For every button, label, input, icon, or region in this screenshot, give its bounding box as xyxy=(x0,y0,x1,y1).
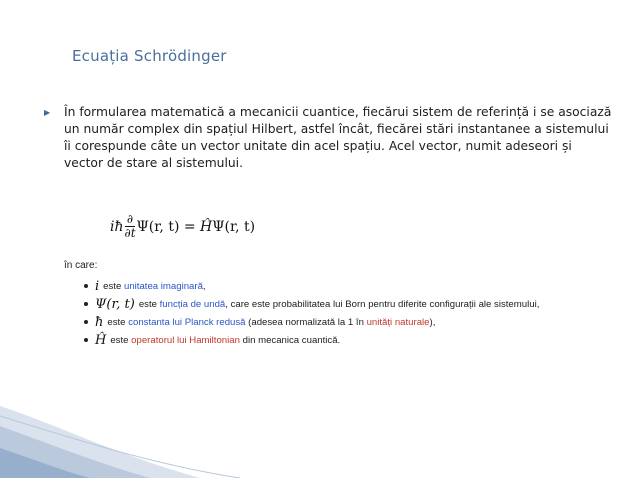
equation-prefix: iħ xyxy=(110,218,124,235)
definition-symbol: Ψ(r, t) xyxy=(95,296,135,312)
definition-post: , xyxy=(202,280,206,292)
definition-pre: este xyxy=(103,280,124,292)
definition-item xyxy=(84,331,539,349)
fraction-denominator: ∂t xyxy=(124,226,136,240)
schrodinger-equation xyxy=(110,213,255,240)
link-reduced-planck-constant[interactable]: constanta lui Planck redusă xyxy=(128,316,246,328)
definition-symbol: Ĥ xyxy=(95,332,107,348)
link-wave-function[interactable]: funcția de undă xyxy=(159,298,226,310)
definition-symbol: ħ xyxy=(95,314,104,330)
slide-title: Ecuația Schrödinger xyxy=(72,47,227,65)
partial-derivative-fraction xyxy=(125,213,136,240)
equation-right-side: Ψ(r, t) xyxy=(212,218,256,235)
triangle-bullet-icon: ▶ xyxy=(44,108,51,117)
definition-symbol: i xyxy=(95,278,100,294)
link-natural-units[interactable]: unități naturale xyxy=(366,316,430,328)
bullet-dot-icon xyxy=(84,320,88,324)
definition-post: din mecanica cuantică. xyxy=(239,334,341,346)
bullet-text: În formularea matematică a mecanicii cuantice, fiecărui sistem de referință i se asociază un număr complex din spațiul Hilbert, astfel încât, fiecărei stări instantanee a sistemului îi corespunde câte un vector unitate din acel spațiu. Acel vector, numit adeseori și vector de stare al sistemului. xyxy=(64,105,612,170)
fraction-numerator: ∂ xyxy=(126,212,134,226)
definition-pre: este xyxy=(110,334,132,346)
definition-pre: este xyxy=(138,298,160,310)
equation-left-side: Ψ(r, t) = xyxy=(136,218,201,235)
hamiltonian-symbol: Ĥ xyxy=(200,218,213,235)
definition-pre: este xyxy=(107,316,129,328)
definition-post-2: ), xyxy=(429,316,436,328)
definition-item xyxy=(84,295,539,313)
bullet-dot-icon xyxy=(84,302,88,306)
link-imaginary-unit[interactable]: unitatea imaginară xyxy=(123,280,203,292)
link-hamiltonian-operator[interactable]: operatorul lui Hamiltonian xyxy=(131,334,240,346)
bullet-dot-icon xyxy=(84,338,88,342)
bullet-paragraph xyxy=(44,104,614,172)
decorative-corner-waves xyxy=(0,396,638,478)
bullet-dot-icon xyxy=(84,284,88,288)
definition-post: (adesea normalizată la 1 în xyxy=(245,316,367,328)
definition-post: , care este probabilitatea lui Born pentru diferite configurații ale sistemului, xyxy=(225,298,540,310)
definition-list xyxy=(84,277,539,349)
in-care-label: în care: xyxy=(64,260,98,271)
definition-item xyxy=(84,277,539,295)
definition-item xyxy=(84,313,539,331)
